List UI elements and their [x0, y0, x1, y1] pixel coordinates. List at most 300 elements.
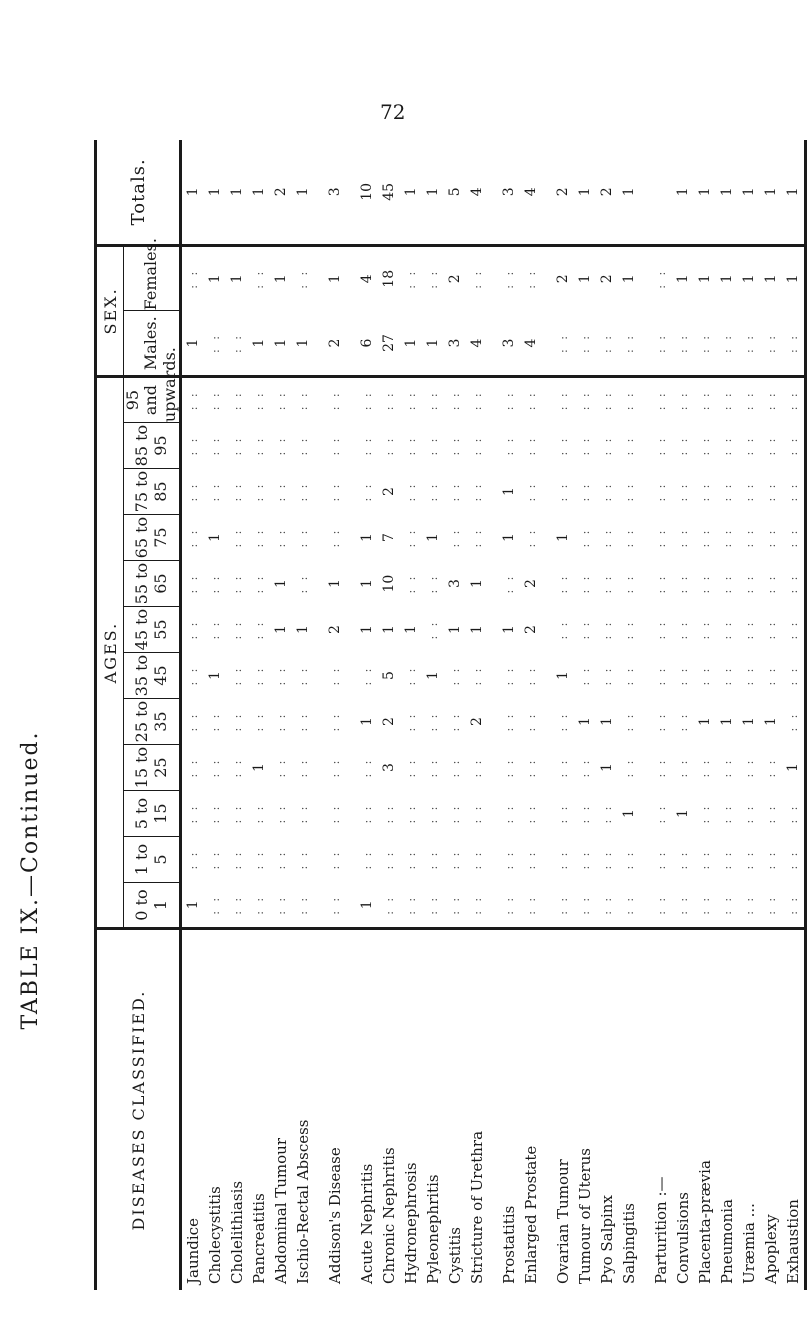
males-count: 1 — [292, 311, 314, 377]
age-count: : : — [743, 757, 757, 778]
age-count: : : — [743, 849, 757, 870]
females-count: 1 — [697, 274, 714, 284]
age-count: : : — [721, 803, 735, 824]
age-count: 1 — [273, 625, 290, 635]
age-count: 2 — [327, 625, 344, 635]
age-count: : : — [297, 390, 311, 411]
age-count: : : — [650, 883, 672, 929]
age-count: : : — [677, 619, 691, 640]
age-count: : : — [329, 711, 343, 732]
age-count: : : — [275, 527, 289, 548]
age-count: : : — [503, 665, 517, 686]
age-count: 1 — [599, 717, 616, 727]
age-count: : : — [187, 619, 201, 640]
age-count: : : — [787, 711, 801, 732]
age-count: 1 — [697, 717, 714, 727]
total-count: 1 — [181, 140, 205, 245]
age-count: : : — [525, 527, 539, 548]
females-count: : : — [297, 268, 311, 289]
age-count: : : — [579, 665, 593, 686]
age-count: : : — [231, 573, 245, 594]
age-count: : : — [471, 849, 485, 870]
age-count: : : — [765, 665, 779, 686]
age-count: : : — [525, 435, 539, 456]
males-count: : : — [618, 311, 640, 377]
age-count: : : — [743, 573, 757, 594]
age-count: : : — [655, 803, 669, 824]
age-count: : : — [579, 435, 593, 456]
age-count: 1 — [675, 809, 692, 819]
age-count: : : — [275, 849, 289, 870]
males-count: 1 — [422, 311, 444, 377]
age-count: : : — [721, 390, 735, 411]
age-count: : : — [471, 803, 485, 824]
age-count: : : — [579, 803, 593, 824]
age-count: : : — [574, 883, 596, 929]
total-count: 1 — [422, 140, 444, 245]
age-count: : : — [677, 665, 691, 686]
age-count: : : — [557, 481, 571, 502]
age-count: : : — [405, 527, 419, 548]
age-count: : : — [579, 481, 593, 502]
age-count: : : — [557, 849, 571, 870]
age-count: : : — [427, 573, 441, 594]
page-number: 72 — [380, 100, 406, 124]
disease-name: Cystitis — [446, 1227, 465, 1284]
age-count: : : — [253, 390, 267, 411]
table-body — [181, 140, 806, 1290]
age-count: : : — [231, 435, 245, 456]
total-count: 1 — [694, 140, 716, 245]
total-count: 10 — [356, 140, 378, 245]
table-row — [574, 140, 596, 1290]
total-count: 45 — [378, 140, 400, 245]
age-count: : : — [765, 619, 779, 640]
disease-name: Pyleonephritis — [424, 1174, 443, 1284]
age-count: : : — [329, 481, 343, 502]
age-count: 2 — [381, 487, 398, 497]
disease-name: Acute Nephritis — [358, 1163, 377, 1284]
disease-name: Tumour of Uterus — [576, 1148, 595, 1284]
age-count: : : — [226, 883, 248, 929]
table-row — [292, 140, 314, 1290]
age-count: : : — [253, 711, 267, 732]
total-count: 1 — [760, 140, 782, 245]
age-count: : : — [765, 803, 779, 824]
males-count: : : — [716, 311, 738, 377]
age-count: 1 — [577, 717, 594, 727]
age-count: : : — [209, 573, 223, 594]
age-count: : : — [699, 665, 713, 686]
total-count: 4 — [520, 140, 542, 245]
age-count: : : — [405, 803, 419, 824]
total-count: 3 — [498, 140, 520, 245]
statistics-table-frame — [94, 140, 803, 1290]
age-count: : : — [329, 849, 343, 870]
age-group-header: 15 to 25 — [124, 745, 181, 791]
age-count: : : — [557, 619, 571, 640]
age-count: : : — [655, 390, 669, 411]
age-count: : : — [623, 527, 637, 548]
age-count: : : — [787, 803, 801, 824]
males-count: : : — [650, 311, 672, 377]
age-count: : : — [204, 883, 226, 929]
table-row — [520, 140, 542, 1290]
age-count: : : — [765, 849, 779, 870]
age-count: : : — [655, 619, 669, 640]
age-count: : : — [738, 883, 760, 929]
disease-name: Pneumonia — [718, 1199, 737, 1284]
age-group-header: 75 to 85 — [124, 469, 181, 515]
age-count: 1 — [447, 625, 464, 635]
total-count: 2 — [270, 140, 292, 245]
age-count: : : — [449, 757, 463, 778]
age-count: : : — [449, 390, 463, 411]
table-row — [181, 140, 205, 1290]
age-count: : : — [557, 573, 571, 594]
age-count: : : — [655, 527, 669, 548]
total-count — [650, 140, 672, 245]
age-count: : : — [427, 435, 441, 456]
age-count: : : — [361, 481, 375, 502]
age-count: : : — [297, 803, 311, 824]
age-count: : : — [787, 435, 801, 456]
age-count: : : — [471, 757, 485, 778]
males-count: : : — [782, 311, 806, 377]
age-count: : : — [677, 481, 691, 502]
age-count: : : — [405, 849, 419, 870]
age-count: : : — [525, 390, 539, 411]
males-count: 6 — [356, 311, 378, 377]
age-count: : : — [655, 757, 669, 778]
total-count: 1 — [226, 140, 248, 245]
age-count: : : — [187, 665, 201, 686]
age-count: : : — [601, 435, 615, 456]
disease-name: Cholelithiasis — [228, 1180, 247, 1284]
age-count: : : — [466, 883, 488, 929]
age-count: : : — [743, 619, 757, 640]
group-spacer — [542, 140, 552, 1290]
age-count: : : — [187, 390, 201, 411]
total-count: 1 — [292, 140, 314, 245]
females-count: : : — [655, 268, 669, 289]
table-row — [422, 140, 444, 1290]
age-count: : : — [503, 435, 517, 456]
females-count: 1 — [719, 274, 736, 284]
males-count: : : — [574, 311, 596, 377]
total-count: 2 — [596, 140, 618, 245]
age-count: : : — [699, 573, 713, 594]
age-count: : : — [699, 803, 713, 824]
age-count: : : — [623, 849, 637, 870]
age-count: : : — [623, 711, 637, 732]
age-count: : : — [699, 481, 713, 502]
age-count: : : — [361, 390, 375, 411]
age-count: : : — [449, 527, 463, 548]
age-count: 1 — [207, 533, 224, 543]
females-count: 18 — [381, 269, 398, 288]
age-group-header: 65 to 75 — [124, 515, 181, 561]
age-count: 1 — [359, 625, 376, 635]
total-count: 1 — [400, 140, 422, 245]
age-count: : : — [471, 390, 485, 411]
age-count: : : — [596, 883, 618, 929]
age-count: : : — [471, 435, 485, 456]
age-count: : : — [444, 883, 466, 929]
age-count: : : — [760, 883, 782, 929]
age-count: : : — [187, 573, 201, 594]
age-count: : : — [503, 757, 517, 778]
age-count: 1 — [621, 809, 638, 819]
total-count: 3 — [324, 140, 346, 245]
age-count: : : — [623, 757, 637, 778]
age-count: : : — [699, 390, 713, 411]
age-count: 1 — [719, 717, 736, 727]
age-count: : : — [209, 390, 223, 411]
age-count: : : — [579, 390, 593, 411]
age-count: 2 — [523, 579, 540, 589]
age-count: : : — [329, 390, 343, 411]
females-count: 2 — [447, 274, 464, 284]
age-count: : : — [297, 665, 311, 686]
age-count: 1 — [403, 625, 420, 635]
age-count: : : — [765, 435, 779, 456]
age-count: 3 — [381, 763, 398, 773]
age-group-header: 0 to 1 — [124, 883, 181, 929]
age-count: 1 — [785, 763, 802, 773]
age-count: : : — [329, 757, 343, 778]
table-title: TABLE IX.—Continued. — [18, 730, 43, 1030]
disease-name: Stricture of Urethra — [468, 1130, 487, 1284]
age-group-header: 55 to 65 — [124, 561, 181, 607]
females-count: : : — [253, 268, 267, 289]
age-count: : : — [677, 757, 691, 778]
age-count: 1 — [273, 579, 290, 589]
age-count: 2 — [469, 717, 486, 727]
age-count: : : — [721, 757, 735, 778]
age-count: : : — [231, 757, 245, 778]
disease-name: Pyo Salpinx — [598, 1195, 617, 1284]
table-row — [782, 140, 806, 1290]
age-count: : : — [297, 849, 311, 870]
age-count: : : — [623, 390, 637, 411]
age-count: : : — [449, 435, 463, 456]
age-count: : : — [743, 390, 757, 411]
age-count: : : — [400, 883, 422, 929]
disease-name: Addison's Disease — [326, 1147, 345, 1284]
age-count: : : — [782, 883, 806, 929]
age-count: 1 — [741, 717, 758, 727]
table-row — [324, 140, 346, 1290]
age-count: : : — [623, 573, 637, 594]
age-count: 2 — [381, 717, 398, 727]
total-count: 1 — [738, 140, 760, 245]
header-sex: SEX. — [96, 245, 124, 376]
header-ages: AGES. — [96, 377, 124, 929]
age-count: : : — [503, 803, 517, 824]
age-count: 1 — [327, 579, 344, 589]
header-totals: Totals. — [96, 140, 181, 245]
age-count: : : — [231, 619, 245, 640]
table-row — [498, 140, 520, 1290]
age-count: 1 — [501, 487, 518, 497]
age-count: : : — [253, 573, 267, 594]
age-count: : : — [655, 711, 669, 732]
age-count: 1 — [469, 625, 486, 635]
age-count: : : — [383, 390, 397, 411]
females-count: 1 — [327, 274, 344, 284]
total-count: 1 — [716, 140, 738, 245]
age-count: : : — [557, 711, 571, 732]
females-count: : : — [471, 268, 485, 289]
age-count: : : — [525, 803, 539, 824]
age-count: : : — [677, 573, 691, 594]
age-count: : : — [297, 757, 311, 778]
total-count: 1 — [782, 140, 806, 245]
females-count: 1 — [741, 274, 758, 284]
age-group-header: 85 to 95 — [124, 423, 181, 469]
age-count: : : — [525, 757, 539, 778]
males-count: : : — [204, 311, 226, 377]
age-count: : : — [721, 481, 735, 502]
age-count: : : — [503, 573, 517, 594]
group-spacer — [346, 140, 356, 1290]
age-count: : : — [209, 481, 223, 502]
age-count: : : — [209, 803, 223, 824]
table-row — [694, 140, 716, 1290]
age-count: 1 — [295, 625, 312, 635]
age-count: : : — [787, 481, 801, 502]
age-count: : : — [231, 665, 245, 686]
age-count: : : — [383, 435, 397, 456]
age-count: : : — [601, 849, 615, 870]
age-count: : : — [525, 481, 539, 502]
males-count: 3 — [498, 311, 520, 377]
age-count: : : — [677, 711, 691, 732]
age-count: : : — [297, 527, 311, 548]
age-count: : : — [187, 757, 201, 778]
age-count: 1 — [469, 579, 486, 589]
age-count: : : — [743, 481, 757, 502]
age-count: : : — [765, 481, 779, 502]
header-diseases: DISEASES CLASSIFIED. — [96, 929, 181, 1290]
group-spacer — [488, 140, 498, 1290]
disease-name: Salpingitis — [620, 1203, 639, 1284]
age-count: : : — [231, 527, 245, 548]
males-count: 2 — [324, 311, 346, 377]
table-row — [356, 140, 378, 1290]
age-count: : : — [601, 573, 615, 594]
age-count: : : — [329, 527, 343, 548]
males-count: : : — [672, 311, 694, 377]
age-count: 1 — [599, 763, 616, 773]
age-count: : : — [677, 527, 691, 548]
age-count: : : — [292, 883, 314, 929]
age-count: : : — [427, 619, 441, 640]
age-count: : : — [765, 527, 779, 548]
age-count: : : — [525, 665, 539, 686]
age-count: : : — [525, 711, 539, 732]
age-count: : : — [187, 481, 201, 502]
age-count: 7 — [381, 533, 398, 543]
age-count: : : — [361, 435, 375, 456]
table-row — [596, 140, 618, 1290]
age-count: : : — [187, 849, 201, 870]
age-count: : : — [787, 527, 801, 548]
age-count: : : — [361, 849, 375, 870]
age-count: : : — [471, 527, 485, 548]
disease-name: Abdominal Tumour — [272, 1137, 291, 1284]
age-count: : : — [601, 665, 615, 686]
age-count: : : — [275, 757, 289, 778]
age-count: : : — [655, 573, 669, 594]
disease-name: Pancreatitis — [250, 1193, 269, 1284]
age-count: 1 — [763, 717, 780, 727]
table-row — [226, 140, 248, 1290]
age-count: : : — [427, 803, 441, 824]
age-count: : : — [787, 573, 801, 594]
age-count: 1 — [207, 671, 224, 681]
age-count: : : — [427, 757, 441, 778]
age-count: : : — [601, 481, 615, 502]
females-count: 1 — [763, 274, 780, 284]
age-count: : : — [253, 435, 267, 456]
age-count: : : — [655, 849, 669, 870]
age-count: : : — [699, 527, 713, 548]
table-row — [672, 140, 694, 1290]
females-count: : : — [187, 268, 201, 289]
age-group-header: 25 to 35 — [124, 699, 181, 745]
age-count: : : — [694, 883, 716, 929]
age-count: : : — [253, 481, 267, 502]
age-count: 1 — [381, 625, 398, 635]
age-count: : : — [187, 803, 201, 824]
age-count: : : — [405, 665, 419, 686]
age-count: : : — [503, 711, 517, 732]
age-count: : : — [405, 390, 419, 411]
total-count: 1 — [618, 140, 640, 245]
females-count: 1 — [577, 274, 594, 284]
males-count: 1 — [270, 311, 292, 377]
age-count: : : — [552, 883, 574, 929]
age-count: : : — [601, 390, 615, 411]
age-count: : : — [579, 619, 593, 640]
age-count: : : — [579, 573, 593, 594]
age-count: : : — [787, 665, 801, 686]
age-count: : : — [699, 849, 713, 870]
age-count: : : — [209, 619, 223, 640]
age-count: : : — [743, 665, 757, 686]
age-count: : : — [623, 665, 637, 686]
males-count: : : — [738, 311, 760, 377]
males-count: : : — [596, 311, 618, 377]
age-count: : : — [253, 527, 267, 548]
age-count: : : — [765, 390, 779, 411]
age-count: 10 — [381, 574, 398, 593]
age-count: : : — [427, 711, 441, 732]
age-count: : : — [187, 711, 201, 732]
age-count: : : — [699, 435, 713, 456]
age-count: : : — [721, 619, 735, 640]
age-group-header: 35 to 45 — [124, 653, 181, 699]
females-count: : : — [405, 268, 419, 289]
age-count: : : — [787, 619, 801, 640]
females-count: 2 — [599, 274, 616, 284]
age-count: : : — [449, 665, 463, 686]
table-row — [378, 140, 400, 1290]
age-count: : : — [253, 849, 267, 870]
total-count: 1 — [574, 140, 596, 245]
